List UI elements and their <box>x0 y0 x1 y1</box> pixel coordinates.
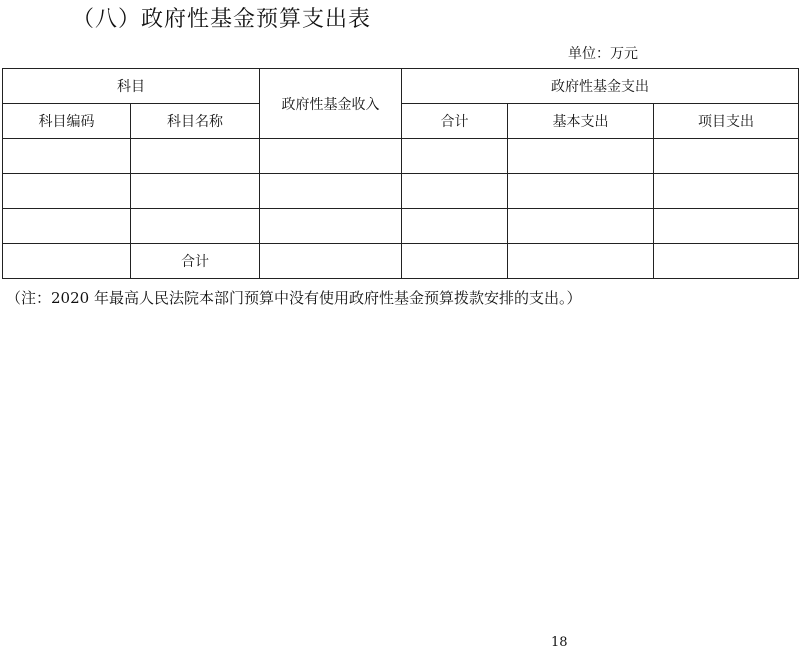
cell-name <box>131 174 260 209</box>
cell-code <box>3 209 131 244</box>
header-project: 项目支出 <box>654 104 799 139</box>
total-row-project <box>654 244 799 279</box>
cell-total <box>402 174 508 209</box>
total-row-blank <box>3 244 131 279</box>
cell-total <box>402 139 508 174</box>
cell-project <box>654 139 799 174</box>
budget-table <box>2 68 799 279</box>
cell-total <box>402 209 508 244</box>
cell-code <box>3 174 131 209</box>
total-row-income <box>260 244 402 279</box>
header-income: 政府性基金收入 <box>260 69 402 139</box>
cell-income <box>260 139 402 174</box>
cell-project <box>654 174 799 209</box>
cell-project <box>654 209 799 244</box>
total-row-total <box>402 244 508 279</box>
header-subject-code: 科目编码 <box>3 104 131 139</box>
cell-income <box>260 174 402 209</box>
total-row-basic <box>508 244 654 279</box>
header-total: 合计 <box>402 104 508 139</box>
footnote: （注：2020 年最高人民法院本部门预算中没有使用政府性基金预算拨款安排的支出。） <box>6 289 582 307</box>
cell-name <box>131 209 260 244</box>
table-total-row <box>3 244 799 279</box>
cell-basic <box>508 209 654 244</box>
header-expenditure: 政府性基金支出 <box>402 69 799 104</box>
header-basic: 基本支出 <box>508 104 654 139</box>
table-row <box>3 209 799 244</box>
table-row <box>3 174 799 209</box>
total-row-label: 合计 <box>131 244 260 279</box>
cell-code <box>3 139 131 174</box>
header-subject: 科目 <box>3 69 260 104</box>
cell-basic <box>508 174 654 209</box>
header-subject-name: 科目名称 <box>131 104 260 139</box>
table-header-row <box>3 69 799 104</box>
cell-income <box>260 209 402 244</box>
cell-name <box>131 139 260 174</box>
page-number: 18 <box>551 635 568 650</box>
page-title: （八）政府性基金预算支出表 <box>72 7 372 32</box>
table-row <box>3 139 799 174</box>
cell-basic <box>508 139 654 174</box>
unit-label: 单位：万元 <box>568 46 638 62</box>
